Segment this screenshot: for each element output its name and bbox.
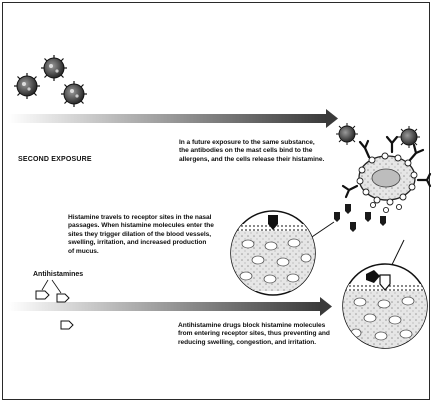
allergen-particle-icon xyxy=(398,126,420,148)
top-arrow xyxy=(8,109,338,128)
antihistamines-label: Antihistamines xyxy=(33,271,84,278)
allergen-particle-icon xyxy=(41,55,67,81)
second-exposure-label: SECOND EXPOSURE xyxy=(18,156,92,163)
mast-cell-icon xyxy=(343,137,430,213)
caption-histamine-travels: Histamine travels to receptor sites in the nasal passages. When histamine molecules enter the sites they trigger dilation of the blood vessels, swelling, irritation, and increased production of mucus. xyxy=(68,214,214,255)
histamine-molecule-icon xyxy=(334,204,386,232)
allergen-particle-icon xyxy=(14,73,40,99)
allergen-particle-icon xyxy=(61,81,87,107)
allergen-particle-icon xyxy=(336,123,358,145)
caption-antihistamine-block: Antihistamine drugs block histamine molecules from entering receptor sites, thus preventing and reducing swelling, congestion, and irritation. xyxy=(178,322,330,346)
caption-future-exposure: In a future exposure to the same substance, the antibodies on the mast cells bind to the allergens, and the cells release their histamine. xyxy=(179,139,325,163)
receptor-site-icon xyxy=(231,211,315,295)
receptor-site-icon xyxy=(343,264,427,351)
